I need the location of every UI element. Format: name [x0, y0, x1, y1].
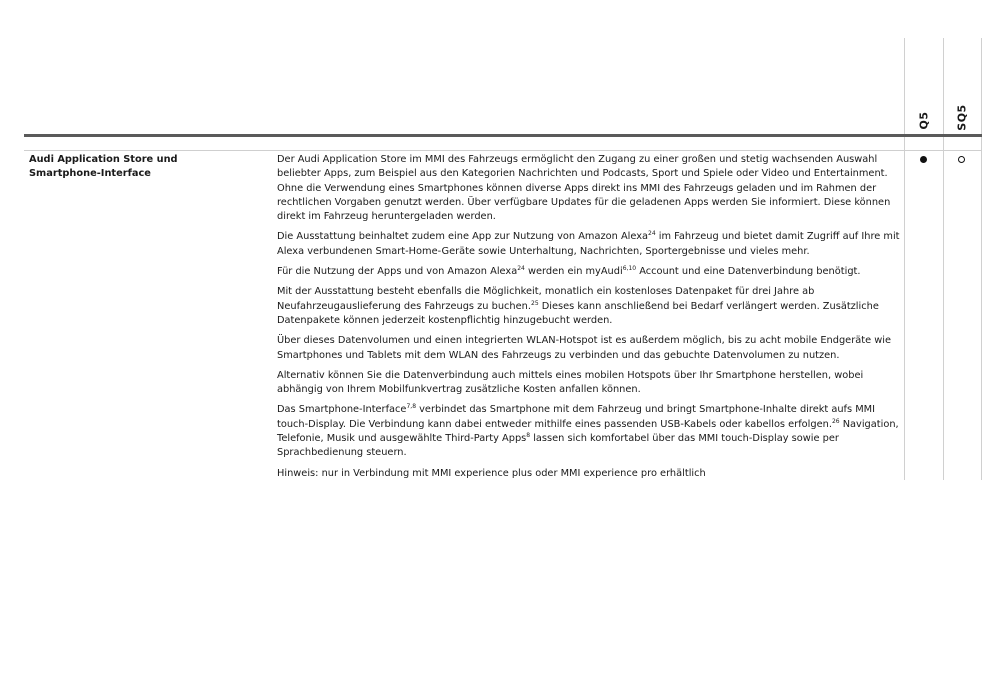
paragraph-text: Für die Nutzung der Apps und von Amazon Alexa	[277, 266, 518, 278]
feature-name: Audi Application Store und Smartphone-Interface	[29, 154, 178, 179]
row-rule	[24, 150, 982, 151]
footnote-reference: 24	[648, 230, 656, 238]
column-divider	[981, 38, 982, 480]
column-divider	[904, 38, 905, 480]
standard-equipment-dot	[920, 156, 927, 163]
footnote-reference: 26	[831, 417, 840, 425]
column-divider	[943, 38, 944, 480]
footnote-reference: 25	[531, 299, 539, 307]
paragraph-text: werden ein myAudi	[524, 266, 623, 278]
column-header-sq5: SQ5	[955, 104, 969, 131]
footnote-reference: 8	[526, 432, 531, 440]
paragraph-text: lassen sich komfortabel über das MMI touch-Display sowie per Sprachbedienung steuern.	[277, 433, 839, 459]
description-paragraph	[277, 467, 901, 481]
description-paragraph	[277, 265, 901, 279]
column-header-q5: Q5	[917, 111, 931, 130]
paragraph-text: Dieses kann anschließend bei Bedarf verlängert werden. Zusätzliche Datenpakete können jederzeit kostenpflichtig hinzugebucht werden.	[277, 300, 879, 326]
description-paragraph	[277, 153, 901, 224]
paragraph-text: Mit der Ausstattung besteht ebenfalls die Möglichkeit, monatlich ein kostenloses Datenpaket für drei Jahre ab Neufahrzeugauslieferung des Fahrzeugs zu buchen.	[277, 286, 815, 312]
description-paragraph	[277, 369, 901, 398]
footnote-reference: 7,8	[406, 403, 417, 411]
paragraph-text: Das Smartphone-Interface	[277, 404, 407, 416]
footnote-reference: 24	[517, 265, 525, 273]
optional-equipment-circle	[958, 156, 965, 163]
description-paragraph	[277, 230, 901, 259]
paragraph-text: im Fahrzeug und bietet damit Zugriff auf Ihre mit Alexa verbundenen Smart-Home-Geräte sowie Unterhaltung, Nachrichten, Sportergebnisse und vieles mehr.	[277, 231, 900, 257]
paragraph-text: Account und eine Datenverbindung benötigt.	[636, 266, 861, 278]
paragraph-text: Der Audi Application Store im MMI des Fahrzeugs ermöglicht den Zugang zu einer großen und stetig wachsenden Auswahl beliebter Apps, zum Beispiel aus den Kategorien Nachrichten und Podcasts, Sport und Spiele oder Video und Entertainment. Ohne die Verwendung eines Smartphones können diverse Apps direkt ins MMI des Fahrzeugs geladen und im Rahmen der rechtlichen Vorgaben genutzt werden. Über verfügbare Updates für die geladenen Apps werden Sie informiert. Diese können direkt im Fahrzeug heruntergeladen werden.	[277, 154, 891, 223]
paragraph-text: Über dieses Datenvolumen und einen integrierten WLAN-Hotspot ist es außerdem möglich, bis zu acht mobile Endgeräte wie Smartphones und Tablets mit dem WLAN des Fahrzeugs zu verbinden und das gebuchte Datenvolumen zu nutzen.	[277, 335, 891, 361]
footnote-reference: 6,10	[622, 265, 637, 273]
paragraph-text: Navigation, Telefonie, Musik und ausgewählte Third-Party Apps	[277, 418, 899, 445]
paragraph-text: Alternativ können Sie die Datenverbindung auch mittels eines mobilen Hotspots über Ihr Smartphone herstellen, wobei abhängig von Ihrem Mobilfunkvertrag zusätzliche Kosten anfallen können.	[277, 369, 864, 396]
description-paragraph	[277, 285, 901, 328]
feature-description	[277, 153, 901, 487]
description-paragraph	[277, 403, 901, 460]
paragraph-text: Die Ausstattung beinhaltet zudem eine App zur Nutzung von Amazon Alexa	[277, 231, 649, 243]
paragraph-text: verbindet das Smartphone mit dem Fahrzeug und bringt Smartphone-Inhalte direkt aufs MMI touch-Display. Die Verbindung kann dabei entweder mithilfe eines passenden USB-Kabels oder kabellos erfolgen.	[277, 404, 876, 430]
header-rule	[24, 134, 982, 137]
description-paragraph	[277, 334, 901, 363]
paragraph-text: Hinweis: nur in Verbindung mit MMI experience plus oder MMI experience pro erhältlich	[277, 467, 706, 479]
